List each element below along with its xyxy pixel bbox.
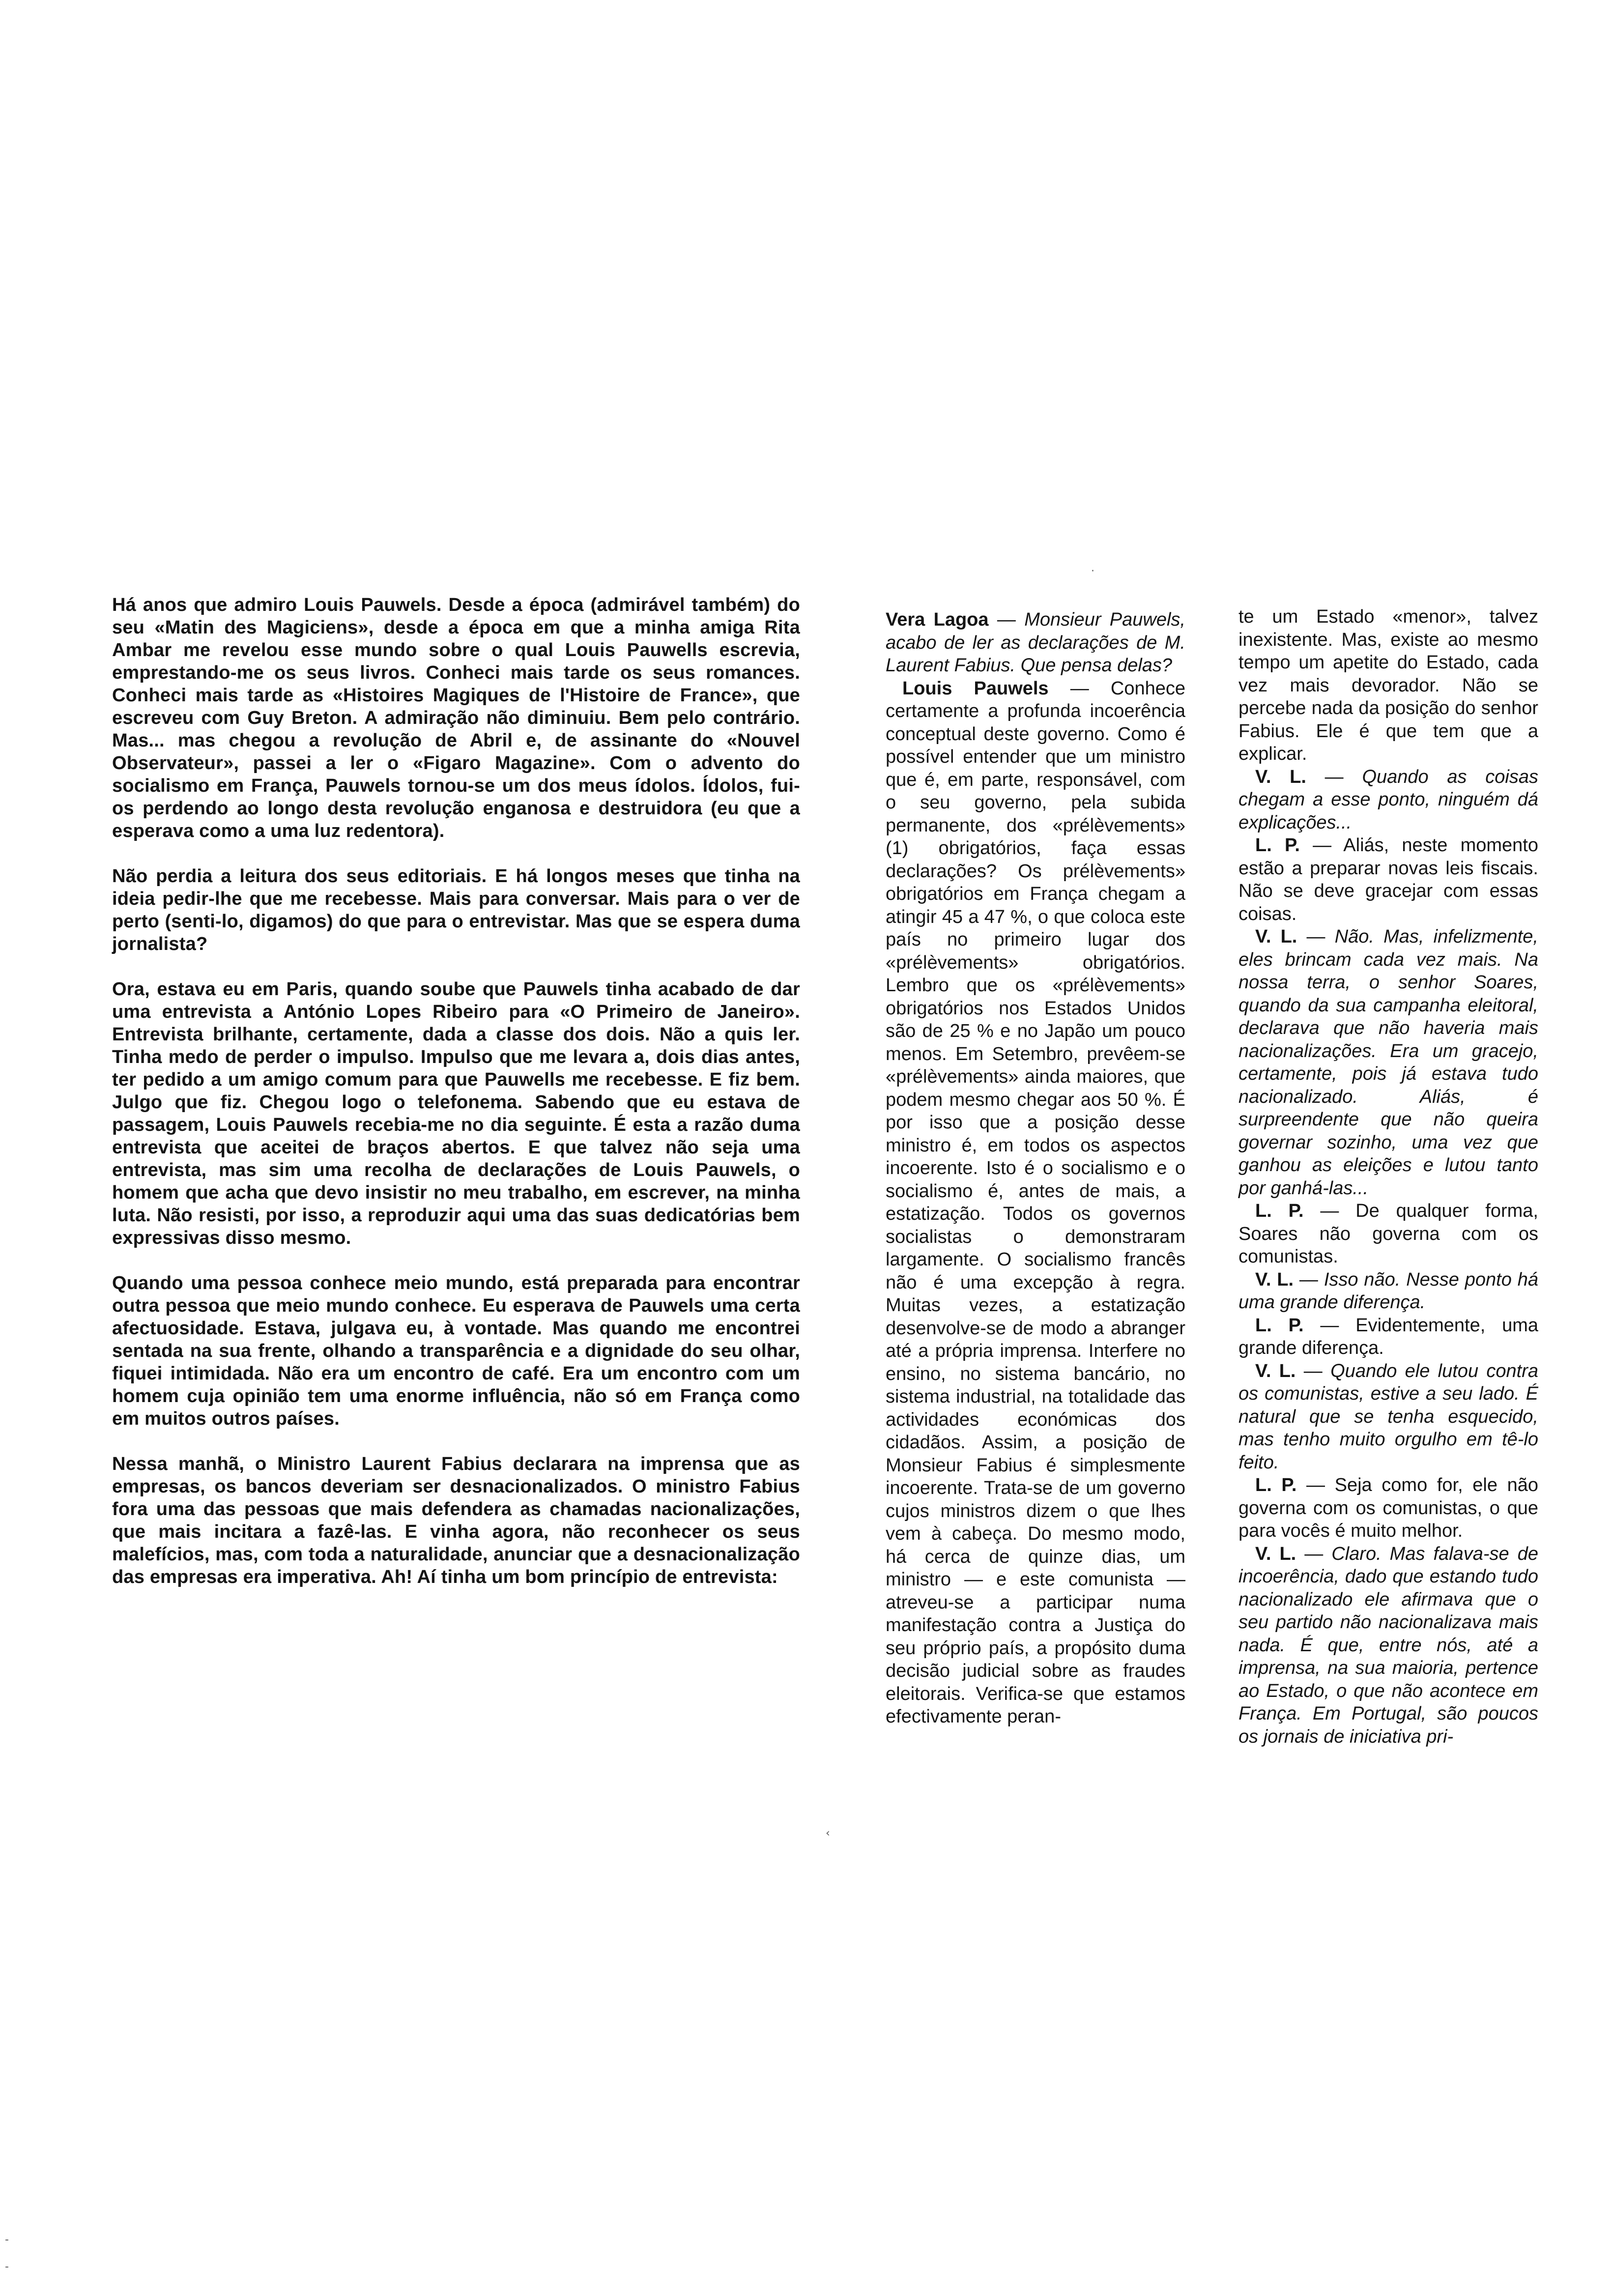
answer-text: De qualquer forma, Soares não governa com os comunistas. (1238, 1201, 1538, 1267)
answer-text: Evidentemente, uma grande diferença. (1238, 1315, 1538, 1358)
speaker-name: V. L. (1255, 1543, 1296, 1564)
speaker-name: Louis Pauwels (902, 678, 1049, 699)
answer-text: Seja como for, ele não governa com os comunistas, o que para vocês é muito melhor. (1238, 1475, 1538, 1541)
speaker-name: Vera Lagoa (886, 609, 989, 630)
answer-lp-1 (1238, 834, 1538, 925)
intro-paragraph-5: Nessa manhã, o Ministro Laurent Fabius declarara na imprensa que as empresas, os bancos deveriam ser desnacionalizados. O ministro Fabius fora uma das pessoas que mais defendera as chamadas nacionalizações, que mais incitara a fazê-las. E vinha agora, não reconhecer os seus malefícios, mas, com toda a naturalidade, anunciar que a desnacionalização das empresas era imperativa. Ah! Aí tinha um bom princípio de entrevista: (112, 1454, 800, 1587)
question-vera-lagoa (886, 608, 1185, 677)
speaker-name: V. L. (1255, 1269, 1294, 1290)
intro-column (112, 594, 800, 1611)
question-text: Quando ele lutou contra os comunistas, estive a seu lado. É natural que se tenha esquecido, mas tenho muito orgulho em tê-lo feito. (1238, 1360, 1538, 1473)
answer-text: Conhece certamente a profunda incoerência conceptual deste governo. Como é possível entender que um ministro que é, em parte, responsável, com o seu governo, pela subida permanente, dos «prélèvements» (1) obrigatórios, faça essas declarações? Os prélèvements» obrigatórios em França chegam a atingir 45 a 47 %, o que coloca este país no primeiro lugar dos «prélèvements» obrigatórios. Lembro que os «prélèvements» obrigatórios nos Estados Unidos são de 25 % e no Japão um pouco menos. Em Setembro, prevêem-se «prélèvements» ainda maiores, que podem mesmo chegar aos 50 %. É por isso que a posição desse ministro é, em todos os aspectos incoerente. Isto é o socialismo e o socialismo é, antes de mais, a estatização. Todos os governos socialistas o demonstraram largamente. O socialismo francês não é uma excepção à regra. Muitas vezes, a estatização desenvolve-se de modo a abranger até a própria imprensa. Interfere no ensino, no sistema bancário, no sistema industrial, na totalidade das actividades económicas dos cidadãos. Assim, a posição de Monsieur Fabius é simplesmente incoerente. Trata-se de um governo cujos ministros dizem o que lhes vem à cabeça. Do mesmo modo, há cerca de quinze dias, um ministro — e este comunista — atreveu-se a participar numa manifestação contra a Justiça do seu próprio país, a propósito duma decisão judicial sobre as fraudes eleitorais. Verifica-se que estamos efectivamente peran- (886, 678, 1185, 1727)
scan-speck-left: - (5, 2234, 9, 2246)
question-vl-2 (1238, 925, 1538, 1200)
answer-lp-2 (1238, 1200, 1538, 1268)
dash: — (1299, 835, 1344, 856)
speaker-name: L. P. (1255, 1315, 1304, 1336)
dash: — (1303, 1201, 1356, 1221)
question-text: Claro. Mas falava-se de incoerência, dado que estando tudo nacionalizado ele afirmava que o seu partido não nacionalizava mais nada. É que, entre nós, até a imprensa, na sua maioria, pertence ao Estado, o que não acontece em França. Em Portugal, são poucos os jornais de iniciativa pri- (1238, 1543, 1538, 1747)
dash: — (1297, 926, 1335, 947)
dash: — (1306, 766, 1362, 787)
speaker-name: V. L. (1255, 766, 1306, 787)
question-text: Não. Mas, infelizmente, eles brincam cada vez mais. Na nossa terra, o senhor Soares, quando da sua campanha eleitoral, declarava que não haveria mais nacionalizações. Era um gracejo, certamente, pois já estava tudo nacionalizado. Aliás, é surpreendente que não queira governar sozinho, uma vez que ganhou as eleições e lutou tanto por ganhá-las... (1238, 926, 1538, 1199)
question-vl-5 (1238, 1543, 1538, 1749)
interview-column-right (1238, 605, 1538, 1748)
question-text: Monsieur Pauwels, acabo de ler as declarações de M. Laurent Fabius. Que pensa delas? (886, 609, 1185, 676)
question-vl-1 (1238, 766, 1538, 834)
question-text: Quando as coisas chegam a esse ponto, ninguém dá explicações... (1238, 766, 1538, 833)
answer-continuation: te um Estado «menor», talvez inexistente. Mas, existe ao mesmo tempo um apetite do Estado, cada vez mais devorador. Não se percebe nada da posição do senhor Fabius. Ele é que tem que a explicar. (1238, 606, 1538, 764)
intro-paragraph-3: Ora, estava eu em Paris, quando soube que Pauwels tinha acabado de dar uma entrevista a António Lopes Ribeiro para «O Primeiro de Janeiro». Entrevista brilhante, certamente, dada a classe dos dois. Não a quis ler. Tinha medo de perder o impulso. Impulso que me levara a, dois dias antes, ter pedido a um amigo comum para que Pauwells me recebesse. E fiz bem. Julgo que fiz. Chegou logo o telefonema. Sabendo que eu estava de passagem, Louis Pauwels recebia-me no dia seguinte. É esta a razão duma entrevista que aceitei de braços abertos. E que talvez não seja uma entrevista, mas sim uma recolha de declarações de Louis Pauwels, o homem que acha que devo insistir no meu trabalho, em escrever, na minha luta. Não resisti, por isso, a reproduzir aqui uma das suas dedicatórias bem expressivas disso mesmo. (112, 979, 800, 1248)
scan-speck-bottom: ‹ (826, 1827, 830, 1839)
dash: — (1296, 1475, 1335, 1495)
question-vl-3 (1238, 1268, 1538, 1314)
dash: — (1296, 1543, 1332, 1564)
dash: — (1048, 678, 1111, 699)
dash: — (988, 609, 1025, 630)
interview-column-middle (886, 608, 1185, 1728)
scan-speck-top: · (1091, 565, 1094, 577)
speaker-name: V. L. (1255, 1360, 1296, 1381)
speaker-name: L. P. (1255, 1475, 1297, 1495)
answer-lp-4 (1238, 1474, 1538, 1543)
intro-paragraph-4: Quando uma pessoa conhece meio mundo, está preparada para encontrar outra pessoa que meio mundo conhece. Eu esperava de Pauwels uma certa afectuosidade. Estava, julgava eu, à vontade. Mas quando me encontrei sentada na sua frente, olhando a transparência e a dignidade do seu olhar, fiquei intimidada. Não era um encontro de café. Era um encontro com um homem cuja opinião tem uma enorme influência, não só em França como em muitos outros países. (112, 1273, 800, 1429)
speaker-name: L. P. (1255, 1201, 1304, 1221)
intro-paragraph-2: Não perdia a leitura dos seus editoriais. E há longos meses que tinha na ideia pedir-lhe que me recebesse. Mais para conversar. Mais para o ver de perto (senti-lo, digamos) do que para o entrevistar. Mas que se espera duma jornalista? (112, 866, 800, 954)
speaker-name: V. L. (1255, 926, 1297, 947)
dash: — (1294, 1269, 1324, 1290)
answer-louis-pauwels (886, 677, 1185, 1728)
answer-text: Aliás, neste momento estão a preparar novas leis fiscais. Não se deve gracejar com essas coisas. (1238, 835, 1538, 924)
question-text: Isso não. Nesse ponto há uma grande diferença. (1238, 1269, 1539, 1313)
intro-paragraph-1: Há anos que admiro Louis Pauwels. Desde a época (admirável também) do seu «Matin des Magiciens», desde a época em que a minha amiga Rita Ambar me revelou esse mundo sobre o qual Louis Pauwells escrevia, emprestando-me os seus livros. Conheci mais tarde os seus romances. Conheci mais tarde as «Histoires Magiques de l'Histoire de France», que escreveu com Guy Breton. A admiração não diminuiu. Bem pelo contrário. Mas... mas chegou a revolução de Abril e, de assinante do «Nouvel Observateur», passei a ler o «Figaro Magazine». Com o advento do socialismo em França, Pauwels tornou-se um dos meus ídolos. Ídolos, fui-os perdendo ao longo desta revolução enganosa e destruidora (eu que a esperava como a uma luz redentora). (112, 595, 800, 841)
scan-speck-left-2: - (5, 2261, 9, 2273)
dash: — (1303, 1315, 1356, 1336)
dash: — (1295, 1360, 1331, 1381)
answer-lp-3 (1238, 1314, 1538, 1360)
speaker-name: L. P. (1255, 835, 1300, 856)
question-vl-4 (1238, 1360, 1538, 1474)
